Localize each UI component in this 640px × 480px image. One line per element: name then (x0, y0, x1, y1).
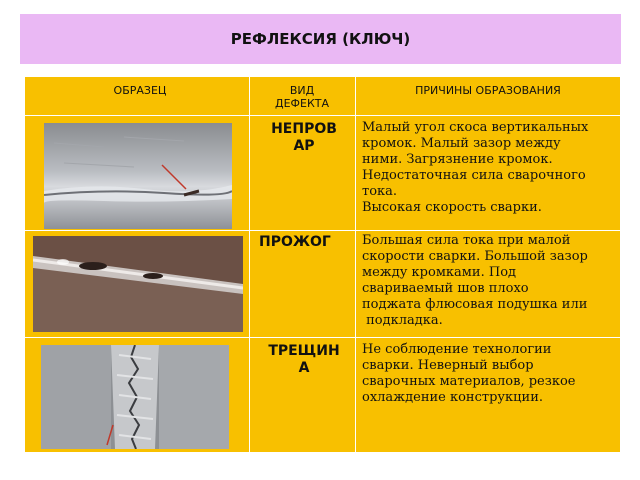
title-banner (20, 14, 621, 64)
sample-photo-crack (41, 345, 229, 449)
causes-line: поджата флюсовая подушка или (362, 297, 588, 312)
causes-line: Большая сила тока при малой (362, 233, 571, 248)
header-defect-type-line2: ДЕФЕКТА (274, 97, 330, 110)
causes-line: ними. Загрязнение кромок. (362, 152, 553, 167)
causes-line: Не соблюдение технологии (362, 342, 552, 357)
defect-name-line1: ТРЕЩИН (268, 343, 340, 359)
causes-line: сварки. Неверный выбор (362, 358, 534, 373)
col-divider (355, 77, 356, 454)
sample-photo-incomplete-fusion (44, 123, 232, 229)
row-divider (25, 337, 622, 338)
causes-line: между кромками. Под (362, 265, 517, 280)
causes-line: подкладка. (362, 313, 443, 328)
causes-line: свариваемый шов плохо (362, 281, 529, 296)
row-divider (25, 230, 622, 231)
defect-name-line1: ПРОЖОГ (259, 234, 331, 250)
header-defect-type (253, 84, 351, 110)
causes-line: охлаждение конструкции. (362, 390, 543, 405)
defect-name (259, 343, 349, 377)
causes-line: сварочных материалов, резкое (362, 374, 576, 389)
defect-name (259, 121, 349, 155)
row-divider (25, 115, 622, 116)
causes-line: Недостаточная сила сварочного (362, 168, 586, 183)
page-title: РЕФЛЕКСИЯ (КЛЮЧ) (230, 30, 411, 48)
causes-line: Высокая скорость сварки. (362, 200, 542, 215)
causes-text (362, 233, 620, 329)
causes-text (362, 342, 620, 406)
header-defect-type-line1: ВИД (289, 84, 315, 97)
causes-line: тока. (362, 184, 398, 199)
defect-name-line2: АР (293, 138, 315, 154)
sample-photo-burn-through (33, 236, 243, 332)
defect-name-line1: НЕПРОВ (271, 121, 337, 137)
causes-line: кромок. Малый зазор между (362, 136, 561, 151)
defect-name (259, 234, 349, 251)
defects-table (24, 76, 621, 453)
causes-line: скорости сварки. Большой зазор (362, 249, 588, 264)
causes-text (362, 120, 620, 216)
causes-line: Малый угол скоса вертикальных (362, 120, 589, 135)
header-sample: ОБРАЗЕЦ (113, 84, 167, 97)
col-divider (249, 77, 250, 454)
defect-name-line2: А (298, 360, 310, 376)
header-causes: ПРИЧИНЫ ОБРАЗОВАНИЯ (415, 84, 561, 97)
